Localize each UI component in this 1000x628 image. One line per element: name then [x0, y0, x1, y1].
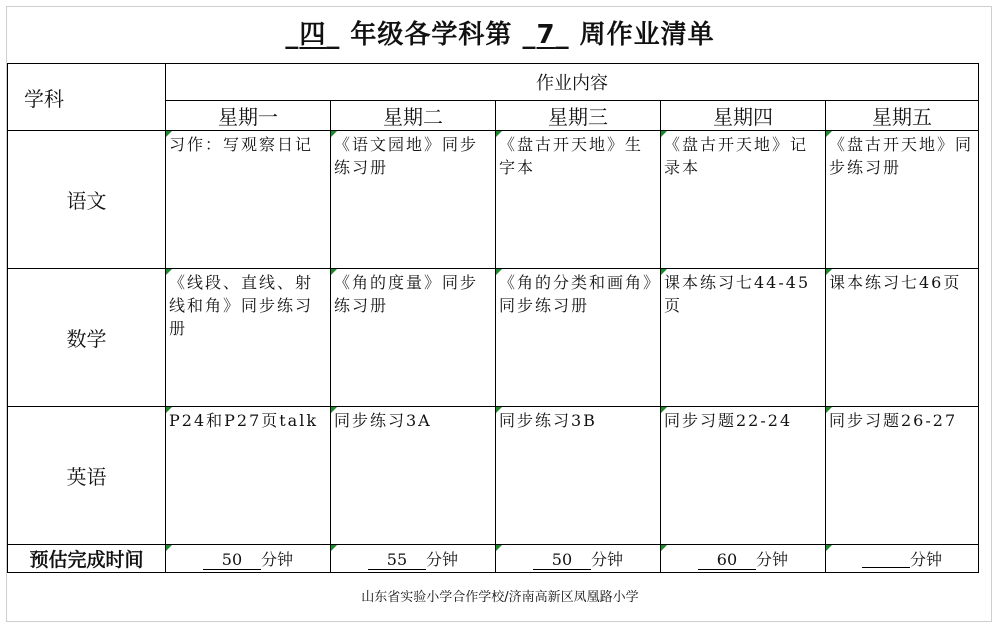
- homework-cell: [166, 131, 331, 269]
- time-cell: [331, 545, 496, 573]
- corner-tick-icon: [331, 131, 337, 137]
- time-label: 预估完成时间: [8, 545, 166, 573]
- corner-tick-icon: [331, 407, 337, 413]
- homework-text: 《盘古开天地》记录本: [664, 135, 809, 177]
- time-unit: 分钟: [590, 550, 623, 569]
- corner-tick-icon: [166, 269, 172, 275]
- homework-cell: [661, 269, 826, 407]
- time-value: 60: [698, 551, 756, 570]
- day-header-mon: 星期一: [166, 101, 331, 131]
- homework-cell: [496, 269, 661, 407]
- time-cell: [826, 545, 979, 573]
- time-value: [862, 549, 910, 568]
- time-value: 55: [368, 551, 426, 570]
- corner-tick-icon: [166, 131, 172, 137]
- homework-cell: [661, 407, 826, 545]
- homework-cell: [826, 269, 979, 407]
- homework-cell: [826, 131, 979, 269]
- time-cell: [661, 545, 826, 573]
- day-header-fri: 星期五: [826, 101, 979, 131]
- homework-text: 习作：写观察日记: [169, 135, 314, 154]
- corner-tick-icon: [166, 407, 172, 413]
- homework-text: P24和P27页talk: [169, 411, 319, 430]
- homework-text: 《盘古开天地》同步练习册: [829, 135, 974, 177]
- homework-text: 同步练习3B: [499, 411, 597, 430]
- header-row: [8, 64, 979, 101]
- corner-tick-icon: [826, 407, 832, 413]
- corner-tick-icon: [661, 545, 667, 551]
- corner-tick-icon: [496, 131, 502, 137]
- corner-tick-icon: [661, 131, 667, 137]
- time-unit: 分钟: [910, 550, 943, 569]
- homework-cell: [661, 131, 826, 269]
- corner-tick-icon: [331, 269, 337, 275]
- time-cell: [496, 545, 661, 573]
- corner-tick-icon: [661, 407, 667, 413]
- title-grade: 四: [299, 20, 327, 50]
- homework-text: 《线段、直线、射线和角》同步练习册: [169, 273, 314, 338]
- homework-text: 课本练习七44-45页: [664, 273, 811, 315]
- corner-tick-icon: [496, 545, 502, 551]
- homework-text: 同步习题26-27: [829, 411, 958, 430]
- time-unit: 分钟: [755, 550, 788, 569]
- time-unit: 分钟: [425, 550, 458, 569]
- time-row: [8, 545, 979, 573]
- subject-chinese: 语文: [8, 131, 166, 269]
- corner-tick-icon: [826, 131, 832, 137]
- day-header-thu: 星期四: [661, 101, 826, 131]
- corner-tick-icon: [826, 545, 832, 551]
- homework-cell: [331, 269, 496, 407]
- title-mid: _ 年级各学科第 _: [326, 20, 537, 50]
- day-header-tue: 星期二: [331, 101, 496, 131]
- corner-tick-icon: [496, 269, 502, 275]
- school-footer: 山东省实验小学合作学校/济南高新区凤凰路小学: [361, 590, 639, 605]
- homework-cell: [166, 269, 331, 407]
- homework-text: 《角的分类和画角》同步练习册: [499, 273, 654, 315]
- homework-text: 课本练习七46页: [829, 273, 962, 292]
- title-prefix: _: [285, 20, 300, 50]
- time-value: 50: [203, 551, 261, 570]
- homework-cell: [331, 131, 496, 269]
- time-value: 50: [533, 551, 591, 570]
- corner-tick-icon: [331, 545, 337, 551]
- homework-text: 同步练习3A: [334, 411, 432, 430]
- homework-cell: [496, 407, 661, 545]
- time-unit: 分钟: [260, 550, 293, 569]
- day-header-wed: 星期三: [496, 101, 661, 131]
- corner-tick-icon: [496, 407, 502, 413]
- homework-cell: [826, 407, 979, 545]
- title-suffix: _ 周作业清单: [555, 20, 715, 50]
- table-row: [8, 131, 979, 269]
- homework-text: 《语文园地》同步练习册: [334, 135, 479, 177]
- homework-cell: [496, 131, 661, 269]
- corner-tick-icon: [826, 269, 832, 275]
- subject-english: 英语: [8, 407, 166, 545]
- homework-text: 《盘古开天地》生字本: [499, 135, 644, 177]
- corner-tick-icon: [166, 545, 172, 551]
- page-title: [0, 14, 1000, 51]
- subject-math: 数学: [8, 269, 166, 407]
- homework-cell: [331, 407, 496, 545]
- homework-text: 同步习题22-24: [664, 411, 793, 430]
- homework-table: [7, 63, 979, 573]
- homework-text: 《角的度量》同步练习册: [334, 273, 479, 315]
- table-row: [8, 407, 979, 545]
- subject-header: 学科: [8, 64, 166, 131]
- title-week: 7: [536, 20, 556, 50]
- content-header: 作业内容: [166, 64, 979, 101]
- corner-tick-icon: [661, 269, 667, 275]
- table-row: [8, 269, 979, 407]
- time-cell: [166, 545, 331, 573]
- homework-cell: [166, 407, 331, 545]
